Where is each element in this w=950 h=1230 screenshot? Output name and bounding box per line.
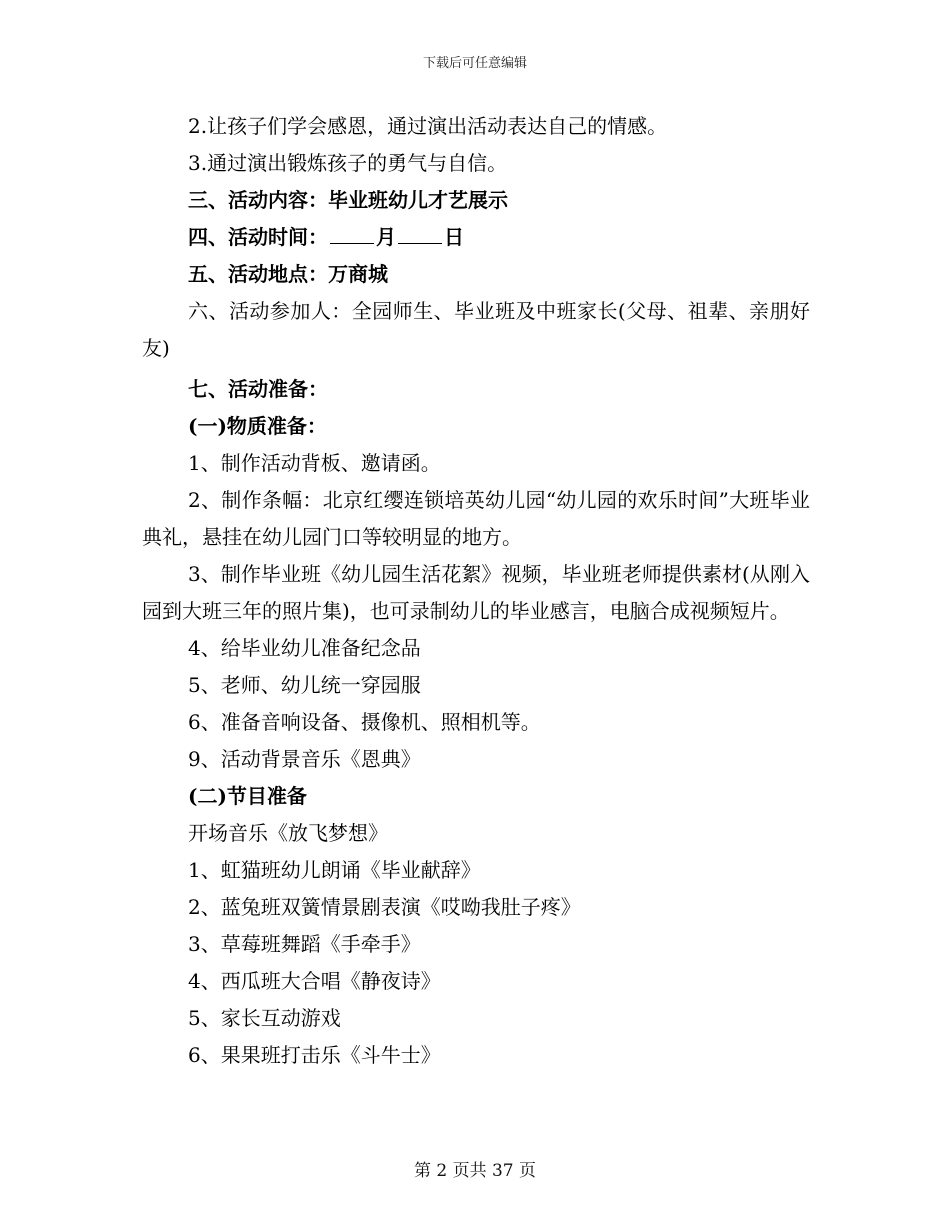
material-item-6: 6、准备音响设备、摄像机、照相机等。 [188,710,541,734]
material-item-2: 2、制作条幅：北京红缨连锁培英幼儿园“幼儿园的欢乐时间”大班毕业典礼，悬挂在幼儿园门口等较明显的地方。 [142,488,810,549]
program-item-2: 2、蓝兔班双簧情景剧表演《哎呦我肚子疼》 [188,895,581,919]
subsection-materials: (一)物质准备： [188,414,327,438]
opening-music: 开场音乐《放飞梦想》 [188,821,388,845]
section-activity-time [142,219,810,256]
subsection-program: (二)节目准备 [188,784,307,808]
page-header: 下载后可任意编辑 [422,56,527,71]
program-item-4: 4、西瓜班大合唱《静夜诗》 [188,969,441,993]
day-blank [398,223,442,244]
activity-time-label: 四、活动时间： [188,225,328,249]
material-item-9: 9、活动背景音乐《恩典》 [188,747,421,771]
section-participants: 六、活动参加人：全园师生、毕业班及中班家长(父母、祖辈、亲朋好友) [142,299,810,360]
program-item-3: 3、草莓班舞蹈《手牵手》 [188,932,421,956]
material-item-3: 3、制作毕业班《幼儿园生活花絮》视频，毕业班老师提供素材(从刚入园到大班三年的照片集)，也可录制幼儿的毕业感言，电脑合成视频短片。 [142,562,810,623]
program-item-6: 6、果果班打击乐《斗牛士》 [188,1043,441,1067]
objective-3: 3.通过演出锻炼孩子的勇气与自信。 [188,151,508,175]
day-label: 日 [444,225,464,249]
section-activity-content: 三、活动内容：毕业班幼儿才艺展示 [188,188,508,212]
document-body [142,108,810,1074]
material-item-5: 5、老师、幼儿统一穿园服 [188,673,421,697]
month-blank [330,223,374,244]
program-item-5: 5、家长互动游戏 [188,1006,341,1030]
material-item-1: 1、制作活动背板、邀请函。 [188,451,441,475]
page-footer: 第 2 页共 37 页 [413,1161,537,1181]
material-item-4: 4、给毕业幼儿准备纪念品 [188,636,421,660]
month-label: 月 [376,225,396,249]
section-activity-location: 五、活动地点：万商城 [188,262,388,286]
section-preparation: 七、活动准备： [188,377,328,401]
objective-2: 2.让孩子们学会感恩，通过演出活动表达自己的情感。 [188,114,668,138]
program-item-1: 1、虹猫班幼儿朗诵《毕业献辞》 [188,858,481,882]
